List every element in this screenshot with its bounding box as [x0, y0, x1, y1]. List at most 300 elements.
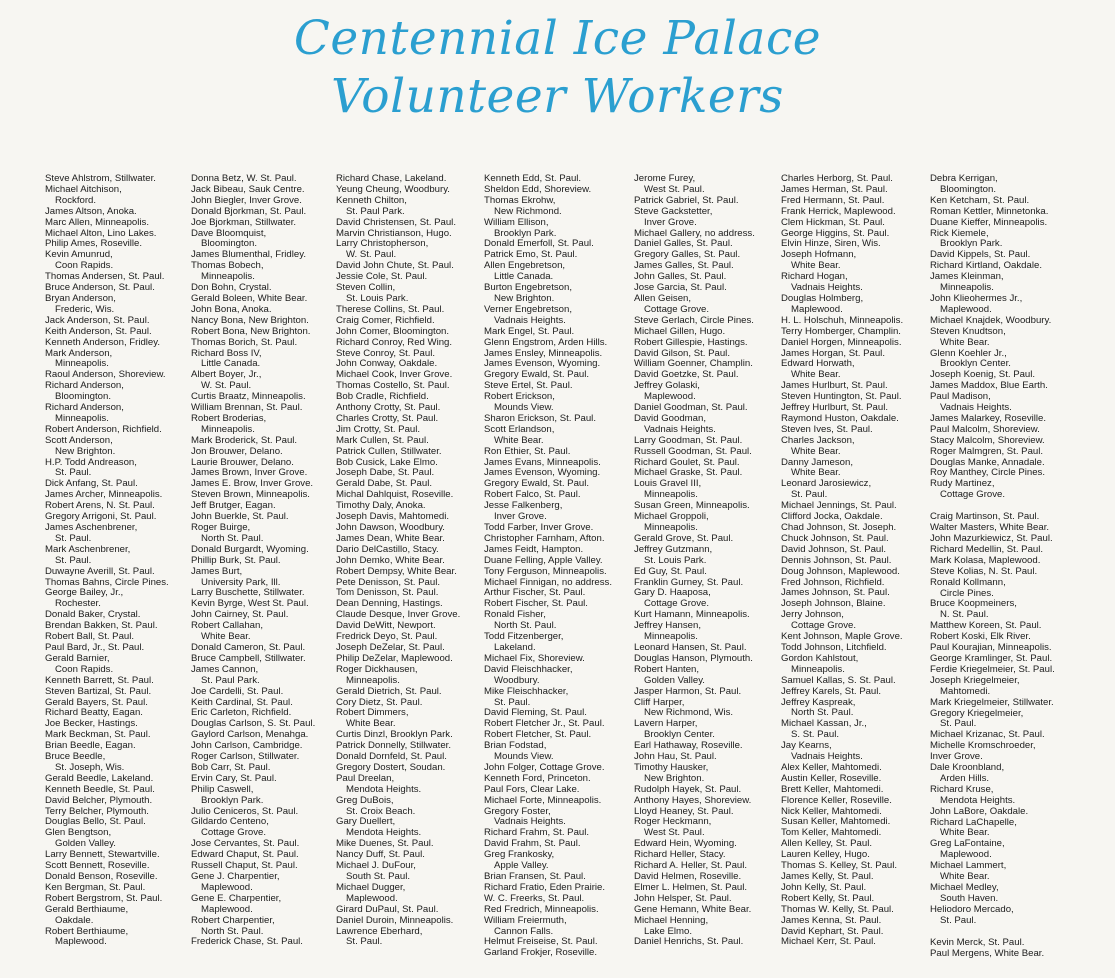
- volunteer-entry: Steve Gerlach, Circle Pines.: [634, 314, 754, 326]
- volunteer-entry: Gary D. Haaposa,: [634, 587, 711, 599]
- volunteer-entry: Maplewood.: [940, 303, 992, 315]
- volunteer-entry: Maplewood.: [940, 849, 992, 861]
- volunteer-entry: Larry Buschette, Stillwater.: [191, 587, 305, 599]
- volunteer-entry: Ronald Kollmann,: [930, 576, 1006, 588]
- volunteer-entry: Cannon Falls.: [494, 925, 554, 937]
- volunteer-entry: Greg LaFontaine,: [930, 838, 1005, 850]
- volunteer-entry: St. Paul.: [55, 532, 92, 544]
- volunteer-entry: Jay Kearns,: [781, 740, 832, 752]
- volunteer-entry: St. Louis Park.: [346, 292, 409, 304]
- volunteer-entry: Daniel Galles, St. Paul.: [634, 238, 733, 250]
- volunteer-entry: Fred Hermann, St. Paul.: [781, 194, 885, 206]
- volunteer-entry: Joseph Davis, Mahtomedi.: [336, 511, 450, 523]
- volunteer-entry: Ron Ethier, St. Paul.: [484, 445, 571, 457]
- volunteer-entry: Mark Anderson,: [45, 347, 113, 359]
- volunteer-entry: Mahtomedi.: [940, 685, 991, 697]
- volunteer-entry: Charles Crotty, St. Paul.: [336, 412, 439, 424]
- volunteer-entry: James Evans, Minneapolis.: [484, 456, 601, 468]
- volunteer-entry: Helmut Freiseise, St. Paul.: [484, 936, 598, 948]
- volunteer-entry: David Belcher, Plymouth.: [45, 794, 153, 806]
- volunteer-entry: Duane Felling, Apple Valley.: [484, 554, 603, 566]
- volunteer-entry: James Feidt, Hampton.: [484, 543, 584, 555]
- volunteer-entry: Edward Chaput, St. Paul.: [191, 849, 299, 861]
- volunteer-entry: Michael Dugger,: [336, 881, 406, 893]
- volunteer-entry: Kurt Hamann, Minneapolis.: [634, 609, 750, 621]
- volunteer-entry: Thomas Bobech,: [191, 260, 264, 272]
- volunteer-entry: Jeffrey Karels, St. Paul.: [781, 685, 882, 697]
- volunteer-entry: Susan Green, Minneapolis.: [634, 500, 750, 512]
- volunteer-entry: Paul Fors, Clear Lake.: [484, 783, 580, 795]
- volunteer-entry: Robert Berthiaume,: [45, 925, 129, 937]
- volunteer-entry: New Brighton.: [644, 772, 705, 784]
- volunteer-entry: Paul Dreelan,: [336, 772, 395, 784]
- volunteer-entry: Richard Boss IV,: [191, 347, 262, 359]
- volunteer-entry: James Herman, St. Paul.: [781, 183, 888, 195]
- volunteer-entry: Sharon Erickson, St. Paul.: [484, 412, 596, 424]
- volunteer-entry: Dave Bloomquist,: [191, 227, 267, 239]
- volunteer-entry: Greg DuBois,: [336, 794, 394, 806]
- volunteer-entry: Steven Brown, Minneapolis.: [191, 489, 310, 501]
- volunteer-entry: Steve Gackstetter,: [634, 205, 713, 217]
- name-column-4: [484, 174, 626, 959]
- volunteer-entry: White Bear.: [940, 827, 990, 839]
- volunteer-entry: North St. Paul.: [201, 532, 264, 544]
- volunteer-entry: Minneapolis.: [201, 423, 255, 435]
- volunteer-entry: Gaylord Carlson, Menahga.: [191, 729, 309, 741]
- volunteer-entry: John Comer, Bloomington.: [336, 325, 450, 337]
- volunteer-entry: Jeffrey Kaspreak,: [781, 696, 856, 708]
- volunteer-entry: Rochester.: [55, 598, 101, 610]
- volunteer-entry: Mark Kolasa, Maplewood.: [930, 554, 1041, 566]
- volunteer-entry: Scott Bennett, Roseville.: [45, 860, 150, 872]
- volunteer-entry: Kenneth Barrett, St. Paul.: [45, 674, 154, 686]
- volunteer-entry: St. Croix Beach.: [346, 805, 416, 817]
- volunteer-entry: H. L. Holschuh, Minneapolis.: [781, 314, 904, 326]
- volunteer-entry: Joseph Dabe, St. Paul.: [336, 467, 435, 479]
- volunteer-entry: Paul Malcolm, Shoreview.: [930, 423, 1040, 435]
- volunteer-entry: Steve Ertel, St. Paul.: [484, 380, 573, 392]
- volunteer-entry: Minneapolis.: [55, 412, 109, 424]
- volunteer-entry: Daniel Goodman, St. Paul.: [634, 402, 748, 414]
- volunteer-entry: Thomas Ekrohw,: [484, 194, 556, 206]
- volunteer-entry: Mark Broderick, St. Paul.: [191, 434, 298, 446]
- volunteer-entry: Richard Frahm, St. Paul.: [484, 827, 590, 839]
- volunteer-entry: Paul Bard, Jr., St. Paul.: [45, 641, 145, 653]
- volunteer-entry: Minneapolis.: [201, 271, 255, 283]
- volunteer-entry: Michael Henning,: [634, 914, 709, 926]
- volunteer-entry: Michael Kassan, Jr.,: [781, 718, 867, 730]
- volunteer-entry: Douglas Manke, Annadale.: [930, 456, 1045, 468]
- volunteer-entry: David Fleming, St. Paul.: [484, 707, 587, 719]
- volunteer-entry: James Kenna, St. Paul.: [781, 914, 882, 926]
- volunteer-entry: Glen Bengtson,: [45, 827, 112, 839]
- volunteer-entry: Sheldon Edd, Shoreview.: [484, 183, 592, 195]
- volunteer-entry: Anthony Hayes, Shoreview.: [634, 794, 752, 806]
- volunteer-entry: Jack Anderson, St. Paul.: [45, 314, 150, 326]
- volunteer-entry: Russell Goodman, St. Paul.: [634, 445, 752, 457]
- volunteer-entry: Douglas Hanson, Plymouth.: [634, 652, 753, 664]
- name-column-1: [45, 174, 188, 948]
- volunteer-entry: New Brighton.: [494, 292, 555, 304]
- volunteer-entry: Douglas Holmberg,: [781, 292, 864, 304]
- volunteer-entry: Golden Valley.: [644, 674, 705, 686]
- volunteer-entry: Vadnais Heights.: [644, 423, 716, 435]
- volunteer-entry: William Freiermuth,: [484, 914, 567, 926]
- volunteer-entry: Vadnais Heights.: [791, 751, 863, 763]
- volunteer-entry: Richard Heller, Stacy.: [634, 849, 726, 861]
- volunteer-entry: John Folger, Cottage Grove.: [484, 761, 605, 773]
- volunteer-entry: David Johnson, St. Paul.: [781, 543, 887, 555]
- volunteer-entry: David Gilson, St. Paul.: [634, 347, 730, 359]
- volunteer-entry: Jasper Harmon, St. Paul.: [634, 685, 742, 697]
- volunteer-entry: Larry Bennett, Stewartville.: [45, 849, 160, 861]
- volunteer-entry: Jeff Brutger, Eagan.: [191, 500, 276, 512]
- volunteer-entry: Michael Krizanac, St. Paul.: [930, 729, 1045, 741]
- volunteer-entry: John Bona, Anoka.: [191, 303, 272, 315]
- volunteer-entry: Mark Aschenbrener,: [45, 543, 131, 555]
- volunteer-entry: Steve Conroy, St. Paul.: [336, 347, 436, 359]
- volunteer-entry: Joe Cardelli, St. Paul.: [191, 685, 284, 697]
- volunteer-entry: Patrick Donnelly, Stillwater.: [336, 740, 451, 752]
- volunteer-entry: Therese Collins, St. Paul.: [336, 303, 445, 315]
- volunteer-entry: Woodbury.: [494, 674, 540, 686]
- volunteer-entry: Oakdale.: [55, 914, 94, 926]
- volunteer-entry: Larry Christopherson,: [336, 238, 429, 250]
- volunteer-entry: Roger Heckmann,: [634, 816, 712, 828]
- volunteer-entry: Michael Graske, St. Paul.: [634, 467, 743, 479]
- volunteer-entry: Brendan Bakken, St. Paul.: [45, 620, 158, 632]
- volunteer-entry: Richard Chase, Lakeland.: [336, 174, 447, 184]
- volunteer-entry: Matthew Koreen, St. Paul.: [930, 620, 1042, 632]
- volunteer-entry: White Bear.: [791, 260, 841, 272]
- volunteer-entry: Vadnais Heights.: [494, 314, 566, 326]
- volunteer-entry: Michelle Kromschroeder,: [930, 740, 1036, 752]
- volunteer-entry: Allen Kelley, St. Paul.: [781, 838, 873, 850]
- volunteer-entry: Minneapolis.: [644, 631, 698, 643]
- volunteer-entry: White Bear.: [791, 369, 841, 381]
- volunteer-entry: Steven Knudtson,: [930, 325, 1006, 337]
- volunteer-entry: Robert Koski, Elk River.: [930, 631, 1031, 643]
- volunteer-entry: Doug Johnson, Maplewood.: [781, 565, 900, 577]
- volunteer-entry: David Fleischhacker,: [484, 663, 573, 675]
- volunteer-entry: Ervin Cary, St. Paul.: [191, 772, 277, 784]
- volunteer-entry: Inver Grove.: [644, 216, 697, 228]
- volunteer-entry: Allen Geisen,: [634, 292, 692, 304]
- volunteer-entry: Donna Betz, W. St. Paul.: [191, 174, 297, 184]
- volunteer-entry: Samuel Kallas, S. St. Paul.: [781, 674, 896, 686]
- volunteer-entry: Glenn Engstrom, Arden Hills.: [484, 336, 608, 348]
- volunteer-entry: Richard Kruse,: [930, 783, 994, 795]
- volunteer-entry: Dean Denning, Hastings.: [336, 598, 443, 610]
- volunteer-entry: Greg Frankosky,: [484, 849, 555, 861]
- volunteer-entry: Mark Engel, St. Paul.: [484, 325, 575, 337]
- volunteer-entry: Vadnais Heights.: [791, 282, 863, 294]
- volunteer-entry: Earl Hathaway, Roseville.: [634, 740, 743, 752]
- volunteer-entry: Bob Carr, St. Paul.: [191, 761, 271, 773]
- volunteer-entry: Danny Jameson,: [781, 456, 853, 468]
- volunteer-entry: Jeffrey Golaski,: [634, 380, 700, 392]
- volunteer-entry: St. Paul.: [791, 489, 828, 501]
- volunteer-entry: Cory Dietz, St. Paul.: [336, 696, 423, 708]
- volunteer-entry: Walter Masters, White Bear.: [930, 522, 1050, 534]
- volunteer-entry: David DeWitt, Newport.: [336, 620, 436, 632]
- volunteer-entry: Charles Herborg, St. Paul.: [781, 174, 893, 184]
- volunteer-entry: Michael Aitchison,: [45, 183, 122, 195]
- volunteer-entry: Jessie Cole, St. Paul.: [336, 271, 428, 283]
- volunteer-entry: New Richmond, Wis.: [644, 707, 734, 719]
- name-column-7: [930, 174, 1070, 959]
- volunteer-entry: Gerald Beedle, Lakeland.: [45, 772, 154, 784]
- volunteer-entry: John Klieohermes Jr.,: [930, 292, 1023, 304]
- volunteer-entry: Jim Crotty, St. Paul.: [336, 423, 421, 435]
- volunteer-entry: South Haven.: [940, 892, 999, 904]
- volunteer-entry: White Bear.: [201, 631, 251, 643]
- volunteer-entry: Burton Engebretson,: [484, 282, 573, 294]
- volunteer-entry: Bloomington.: [201, 238, 257, 250]
- volunteer-entry: Elvin Hinze, Siren, Wis.: [781, 238, 881, 250]
- volunteer-entry: Nancy Bona, New Brighton.: [191, 314, 309, 326]
- volunteer-entry: St. Paul.: [346, 936, 383, 948]
- volunteer-entry: David Kephart, St. Paul.: [781, 925, 884, 937]
- volunteer-entry: Paul Mergens, White Bear.: [930, 947, 1045, 959]
- volunteer-entry: James Blumenthal, Fridley.: [191, 249, 306, 261]
- volunteer-entry: Jose Cervantes, St. Paul.: [191, 838, 300, 850]
- volunteer-entry: Lavern Harper,: [634, 718, 698, 730]
- volunteer-entry: Robert Anderson, Richfield.: [45, 423, 162, 435]
- volunteer-entry: Michael Alton, Lino Lakes.: [45, 227, 157, 239]
- volunteer-entry: Brooklyn Park.: [201, 794, 264, 806]
- volunteer-entry: Richard Beatty, Eagan.: [45, 707, 143, 719]
- volunteer-entry: Cottage Grove.: [940, 489, 1006, 501]
- volunteer-entry: Thomas Andersen, St. Paul.: [45, 271, 165, 283]
- volunteer-entry: Robert Fischer, St. Paul.: [484, 598, 588, 610]
- volunteer-entry: Raoul Anderson, Shoreview.: [45, 369, 166, 381]
- volunteer-entry: St. Paul.: [55, 554, 92, 566]
- volunteer-entry: Roger Carlson, Stillwater.: [191, 751, 300, 763]
- volunteer-entry: John Mazurkiewicz, St. Paul.: [930, 533, 1053, 544]
- volunteer-entry: Robert Broderias,: [191, 412, 267, 424]
- volunteer-entry: James Altson, Anoka.: [45, 205, 137, 217]
- volunteer-entry: Douglas Carlson, S. St. Paul.: [191, 718, 316, 730]
- volunteer-entry: Robert Fletcher, St. Paul.: [484, 729, 592, 741]
- volunteer-entry: Jack Bibeau, Sauk Centre.: [191, 183, 305, 195]
- volunteer-entry: Douglas Bello, St. Paul.: [45, 816, 146, 828]
- volunteer-entry: Daniel Duroin, Minneapolis.: [336, 914, 454, 926]
- volunteer-entry: Garland Frokjer, Roseville.: [484, 947, 598, 959]
- volunteer-entry: Robert Gillespie, Hastings.: [634, 336, 748, 348]
- volunteer-entry: David Kippels, St. Paul.: [930, 249, 1031, 261]
- volunteer-entry: Lloyd Heaney, St. Paul.: [634, 805, 734, 817]
- volunteer-entry: James Aschenbrener,: [45, 522, 138, 533]
- volunteer-entry: Michael Fix, Shoreview.: [484, 652, 585, 664]
- volunteer-entry: Larry Goodman, St. Paul.: [634, 434, 743, 446]
- volunteer-entry: W. St. Paul.: [201, 380, 252, 392]
- volunteer-entry: Brooklyn Park.: [494, 227, 557, 239]
- volunteer-entry: Coon Rapids.: [55, 260, 114, 272]
- volunteer-entry: Gerald Berthiaume,: [45, 903, 129, 915]
- volunteer-entry: Robert Ball, St. Paul.: [45, 631, 135, 643]
- volunteer-entry: James Johnson, St. Paul.: [781, 587, 890, 599]
- volunteer-entry: Edward Horwath,: [781, 358, 855, 370]
- volunteer-entry: Mark Beckman, St. Paul.: [45, 729, 151, 741]
- volunteer-entry: Ferdie Kriegelmeier, St. Paul.: [930, 663, 1055, 675]
- volunteer-entry: John Kelly, St. Paul.: [781, 881, 867, 893]
- volunteer-entry: James Horgan, St. Paul.: [781, 347, 885, 359]
- volunteer-entry: Roy Manthey, Circle Pines.: [930, 467, 1045, 479]
- volunteer-entry: Richard Fratio, Eden Prairie.: [484, 881, 606, 893]
- volunteer-entry: Golden Valley.: [55, 838, 116, 850]
- volunteer-entry: Fred Johnson, Richfield.: [781, 576, 885, 588]
- volunteer-entry: Claude Desque, Inver Grove.: [336, 609, 461, 621]
- volunteer-entry: John Conway, Oakdale.: [336, 358, 438, 370]
- volunteer-entry: Chad Johnson, St. Joseph.: [781, 522, 897, 533]
- volunteer-entry: Maplewood.: [201, 903, 253, 915]
- volunteer-entry: Scott Anderson,: [45, 434, 113, 446]
- volunteer-entry: Kent Johnson, Maple Grove.: [781, 631, 903, 643]
- volunteer-entry: Girard DuPaul, St. Paul.: [336, 903, 439, 915]
- volunteer-entry: Elmer L. Helmen, St. Paul.: [634, 881, 748, 893]
- volunteer-entry: Jose Garcia, St. Paul.: [634, 282, 727, 294]
- volunteer-entry: North St. Paul.: [201, 925, 264, 937]
- volunteer-entry: Jeffrey Hansen,: [634, 620, 702, 632]
- volunteer-entry: Michael Gillen, Hugo.: [634, 325, 726, 337]
- volunteer-entry: Robert Dimmers,: [336, 707, 409, 719]
- volunteer-entry: Michael J. DuFour,: [336, 860, 416, 872]
- volunteer-entry: Steven Collin,: [336, 282, 396, 294]
- volunteer-entry: Brooklyn Center.: [644, 729, 715, 741]
- volunteer-entry: George Bailey, Jr.,: [45, 587, 124, 599]
- volunteer-entry: Michael Gallery, no address.: [634, 227, 755, 239]
- volunteer-entry: Allen Engebretson,: [484, 260, 566, 272]
- volunteer-entry: Brian Fransen, St. Paul.: [484, 871, 586, 882]
- volunteer-entry: Vadnais Heights.: [494, 816, 566, 828]
- volunteer-entry: Austin Keller, Roseville.: [781, 772, 882, 784]
- volunteer-entry: South St. Paul.: [346, 871, 410, 882]
- volunteer-entry: Robert Bergstrom, St. Paul.: [45, 892, 163, 904]
- volunteer-entry: William Goenner, Champlin.: [634, 358, 753, 370]
- volunteer-entry: Fredrick Deyo, St. Paul.: [336, 631, 438, 643]
- volunteer-entry: Jesse Falkenberg,: [484, 500, 563, 512]
- volunteer-entry: Richard Conroy, Red Wing.: [336, 336, 453, 348]
- volunteer-entry: Gordon Kahlstout,: [781, 652, 859, 664]
- volunteer-entry: Michael Forte, Minneapolis.: [484, 794, 602, 806]
- volunteer-entry: Marc Allen, Minneapolis.: [45, 216, 149, 228]
- volunteer-entry: Nancy Duff, St. Paul.: [336, 849, 425, 861]
- volunteer-entry: Jon Brouwer, Delano.: [191, 445, 283, 457]
- volunteer-entry: John Dawson, Woodbury.: [336, 522, 445, 533]
- volunteer-entry: Gregory Kriegelmeier,: [930, 707, 1024, 719]
- volunteer-entry: Laurie Brouwer, Delano.: [191, 456, 294, 468]
- volunteer-entry: James Burt,: [191, 565, 243, 577]
- volunteer-entry: University Park, Ill.: [201, 576, 281, 588]
- volunteer-entry: Timothy Daly, Anoka.: [336, 500, 426, 512]
- volunteer-entry: Joe Bjorkman, Stillwater.: [191, 216, 297, 228]
- volunteer-entry: David Goodman,: [634, 412, 706, 424]
- volunteer-entry: George Higgins, St. Paul.: [781, 227, 890, 239]
- volunteer-entry: Donald Bjorkman, St. Paul.: [191, 205, 307, 217]
- volunteer-entry: Debra Kerrigan,: [930, 174, 998, 184]
- volunteer-entry: Paul Kourajian, Minneapolis.: [930, 642, 1052, 654]
- volunteer-entry: W. C. Freerks, St. Paul.: [484, 892, 585, 904]
- volunteer-entry: Donald Cameron, St. Paul.: [191, 641, 306, 653]
- volunteer-entry: Donald Burgardt, Wyoming.: [191, 543, 309, 555]
- volunteer-entry: James Cannon,: [191, 663, 259, 675]
- volunteer-entry: Thomas Bahns, Circle Pines.: [45, 576, 169, 588]
- volunteer-entry: Robert Fletcher Jr., St. Paul.: [484, 718, 605, 730]
- volunteer-entry: Craig Comer, Richfield.: [336, 314, 435, 326]
- volunteer-entry: Philip Caswell,: [191, 783, 254, 795]
- volunteer-entry: Steven Bartizal, St. Paul.: [45, 685, 152, 697]
- volunteer-entry: Daniel Horgen, Minneapolis.: [781, 336, 902, 348]
- volunteer-entry: Jeffrey Gutzmann,: [634, 543, 713, 555]
- volunteer-entry: James Kleinman,: [930, 271, 1004, 283]
- volunteer-entry: Tom Denisson, St. Paul.: [336, 587, 439, 599]
- volunteer-entry: Michael Groppoli,: [634, 511, 709, 523]
- volunteer-entry: Robert Hanten,: [634, 663, 700, 675]
- volunteer-entry: Jeffrey Hurlburt, St. Paul.: [781, 402, 888, 414]
- volunteer-entry: William Ellison,: [484, 216, 549, 228]
- volunteer-entry: Joseph Hofmann,: [781, 249, 857, 261]
- volunteer-entry: Bloomington.: [55, 391, 111, 403]
- volunteer-entry: Cottage Grove.: [201, 827, 267, 839]
- volunteer-entry: John Cairney, St. Paul.: [191, 609, 289, 621]
- volunteer-entry: St. Paul.: [55, 467, 92, 479]
- volunteer-entry: George Kramlinger, St. Paul.: [930, 652, 1053, 664]
- volunteer-entry: Rudolph Hayek, St. Paul.: [634, 783, 742, 795]
- volunteer-entry: Red Fredrich, Minneapolis.: [484, 903, 599, 915]
- volunteer-entry: Roman Kettler, Minnetonka.: [930, 205, 1049, 217]
- volunteer-entry: Philip DeZelar, Maplewood.: [336, 652, 453, 664]
- volunteer-entry: Todd Fitzenberger,: [484, 631, 564, 643]
- volunteer-entry: White Bear.: [791, 445, 841, 457]
- volunteer-entry: Minneapolis.: [940, 282, 994, 294]
- volunteer-entry: Lake Elmo.: [644, 925, 692, 937]
- volunteer-entry: Joseph DeZelar, St. Paul.: [336, 641, 445, 653]
- volunteer-entry: White Bear.: [940, 336, 990, 348]
- volunteer-entry: Coon Rapids.: [55, 663, 114, 675]
- volunteer-entry: Robert Erickson,: [484, 391, 555, 403]
- volunteer-entry: New Brighton.: [55, 445, 116, 457]
- volunteer-entry: Donald Dornfeld, St. Paul.: [336, 751, 447, 763]
- volunteer-entry: David Frahm, St. Paul.: [484, 838, 581, 850]
- volunteer-entry: Marvin Christianson, Hugo.: [336, 227, 452, 239]
- volunteer-entry: Vadnais Heights.: [940, 402, 1012, 414]
- volunteer-entry: Philip Ames, Roseville.: [45, 238, 143, 250]
- volunteer-entry: Steven Huntington, St. Paul.: [781, 391, 902, 403]
- volunteer-entry: Ronald Fisher,: [484, 609, 546, 621]
- volunteer-entry: Michael Lammert,: [930, 860, 1007, 872]
- volunteer-entry: Gregory Ewald, St. Paul.: [484, 478, 590, 490]
- volunteer-entry: H.P. Todd Andreason,: [45, 456, 137, 468]
- volunteer-entry: Thomas Costello, St. Paul.: [336, 380, 450, 392]
- volunteer-entry: John Carlson, Cambridge.: [191, 740, 303, 752]
- volunteer-entry: Donald Benson, Roseville.: [45, 871, 158, 882]
- volunteer-entry: Minneapolis.: [791, 663, 845, 675]
- volunteer-entry: Joseph Kriegelmeier,: [930, 674, 1020, 686]
- volunteer-entry: Joe Becker, Hastings.: [45, 718, 138, 730]
- volunteer-entry: John Hau, St. Paul.: [634, 751, 717, 763]
- volunteer-entry: Tom Keller, Mahtomedi.: [781, 827, 882, 839]
- volunteer-entry: Gregory Ewald, St. Paul.: [484, 369, 590, 381]
- volunteer-entry: Todd Johnson, Litchfield.: [781, 641, 887, 653]
- name-column-3: [336, 174, 479, 948]
- volunteer-entry: Kevin Byrge, West St. Paul.: [191, 598, 309, 610]
- volunteer-entry: Gerald Grove, St. Paul.: [634, 532, 734, 544]
- volunteer-entry: Maplewood.: [791, 303, 843, 315]
- volunteer-entry: Gene Hemann, White Bear.: [634, 903, 752, 915]
- volunteer-entry: Patrick Gabriel, St. Paul.: [634, 194, 739, 206]
- volunteer-entry: Mendota Heights.: [940, 794, 1016, 806]
